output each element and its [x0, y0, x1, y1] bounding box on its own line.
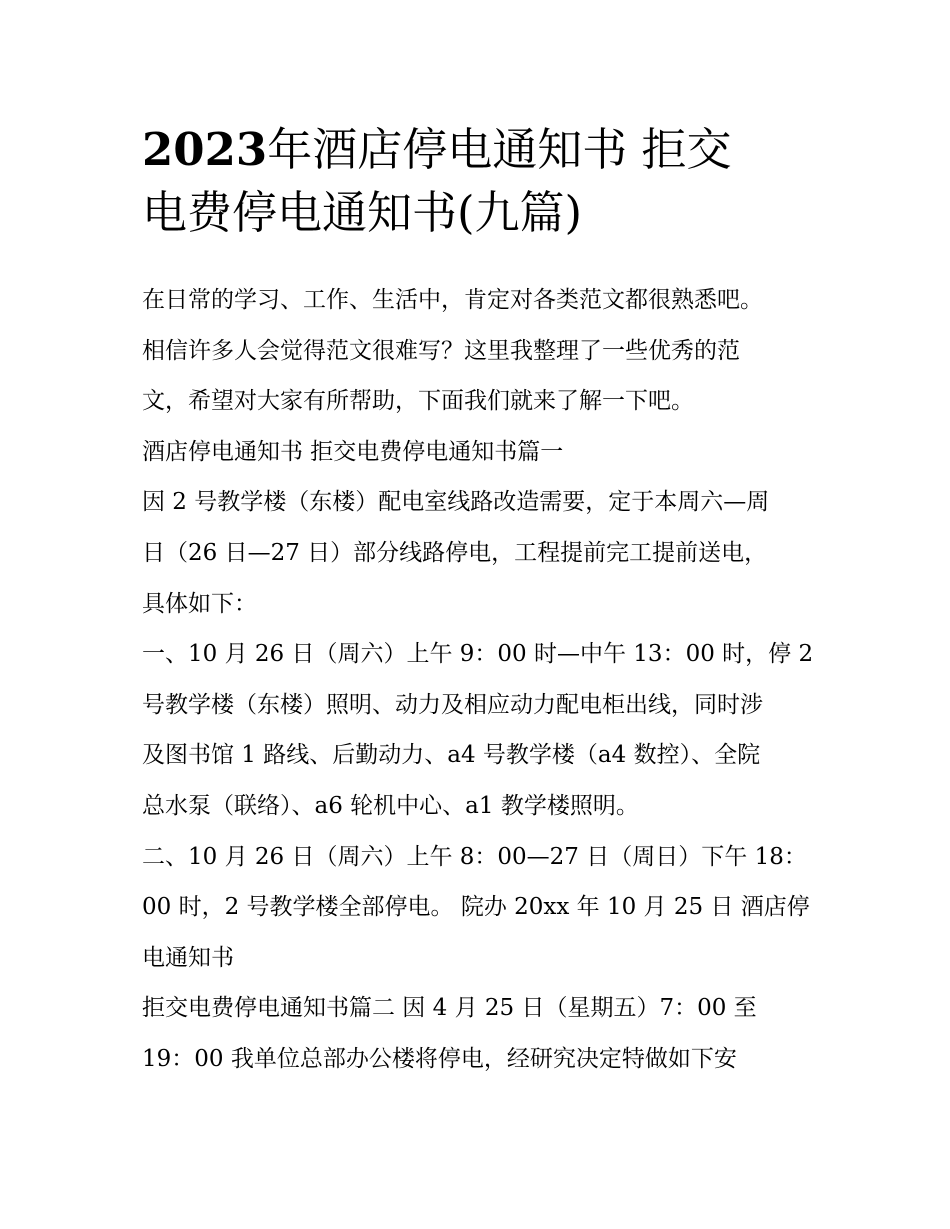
- body-line: 号教学楼（东楼）照明、动力及相应动力配电柜出线，同时涉: [142, 691, 763, 718]
- body-line: 二、10 月 26 日（周六）上午 8：00—27 日（周日）下午 18：: [142, 843, 807, 870]
- body-line: 00 时，2 号教学楼全部停电。 院办 20xx 年 10 月 25 日 酒店停: [142, 894, 810, 921]
- document-body: [142, 275, 822, 1085]
- body-line: 19：00 我单位总部办公楼将停电，经研究决定特做如下安: [142, 1045, 737, 1072]
- body-line: 具体如下：: [142, 590, 257, 617]
- body-line: 一、10 月 26 日（周六）上午 9：00 时—中午 13：00 时，停 2: [142, 641, 814, 668]
- body-line: 及图书馆 1 路线、后勤动力、a4 号教学楼（a4 数控）、全院: [142, 742, 761, 769]
- title-line-1: [142, 118, 842, 181]
- title-line-1-text: 年酒店停电通知书 拒交: [267, 123, 732, 176]
- body-line: 因 2 号教学楼（东楼）配电室线路改造需要，定于本周六—周: [142, 489, 770, 516]
- body-line: 电通知书: [142, 944, 234, 971]
- body-line: 在日常的学习、工作、生活中，肯定对各类范文都很熟悉吧。: [142, 287, 763, 313]
- document-title: [142, 118, 842, 244]
- body-line: 总水泵（联络）、a6 轮机中心、a1 教学楼照明。: [142, 792, 639, 819]
- body-line: 拒交电费停电通知书篇二 因 4 月 25 日（星期五）7：00 至: [142, 995, 757, 1022]
- section-heading: 酒店停电通知书 拒交电费停电通知书篇一: [142, 438, 564, 465]
- body-line: 文，希望对大家有所帮助，下面我们就来了解一下吧。: [142, 388, 694, 415]
- body-line: 相信许多人会觉得范文很难写？这里我整理了一些优秀的范: [142, 337, 740, 364]
- title-year: 2023: [142, 123, 268, 176]
- title-line-2: 电费停电通知书(九篇): [142, 186, 583, 239]
- body-line: 日（26 日—27 日）部分线路停电，工程提前完工提前送电，: [142, 539, 768, 566]
